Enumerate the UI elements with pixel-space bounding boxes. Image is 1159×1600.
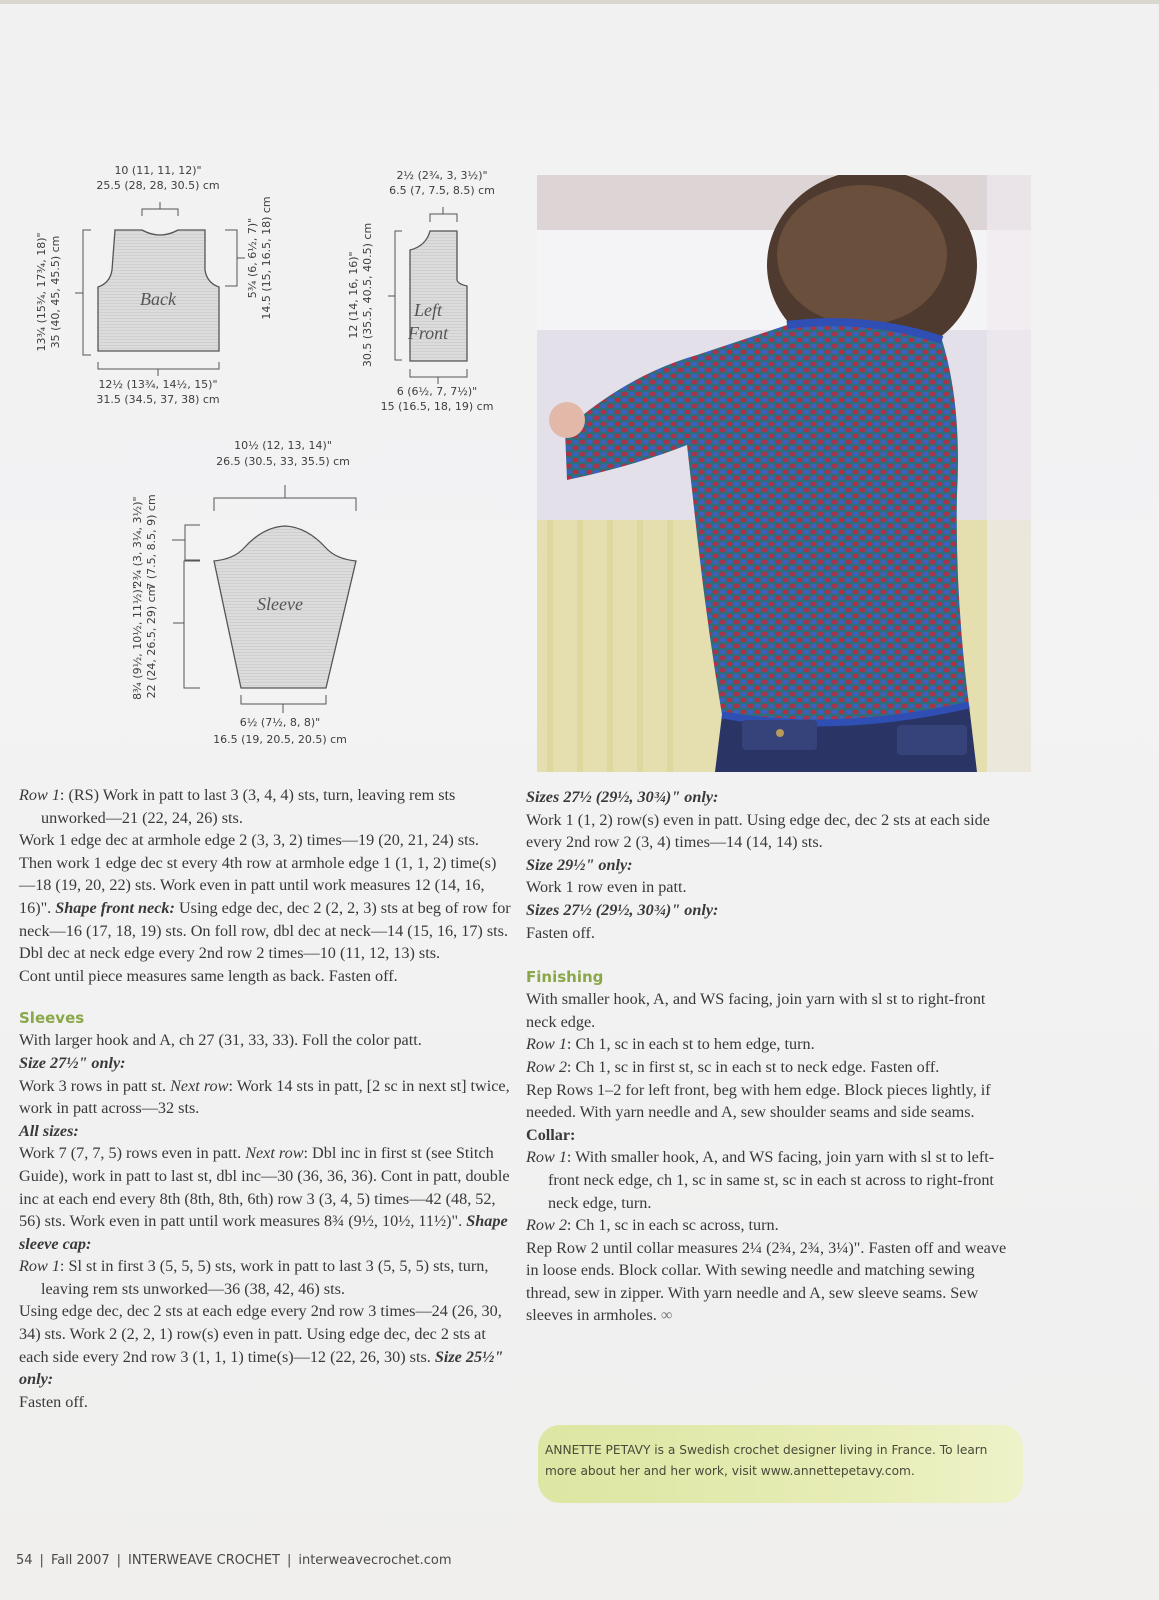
instruction-text: : Ch 1, sc in first st, sc in each st to neck edge. Fasten off. xyxy=(566,1057,940,1076)
designer-bio-text: ANNETTE PETAVY is a Swedish crochet designer living in France. To learn more about her and her work, visit www.annettepetavy.com. xyxy=(545,1443,988,1478)
left-front-schematic xyxy=(340,150,520,420)
left-front-label-line2: Front xyxy=(407,323,449,343)
left-front-length-cm: 30.5 (35.5, 40.5, 40.5) cm xyxy=(361,222,374,368)
instruction-text: Work 1 edge dec at armhole edge 2 (3, 3, 2) times—19 (20, 21, 24) sts. Then work 1 edge dec st every 4th row at armhole edge 1 (1, 1, 2) time(s)—18 (19, 20, 22) sts. Work even in patt until work measures 12 (14, 16, 16)". xyxy=(19,831,497,917)
sleeve-cap-decrease-paragraph xyxy=(19,1300,511,1390)
collar-label: Collar: xyxy=(526,1125,576,1144)
right-text-column xyxy=(526,786,1018,1327)
sleeve-label: Sleeve xyxy=(257,594,303,614)
all-sizes-label: All sizes: xyxy=(19,1121,79,1140)
sizes-27-29-30-label: Sizes 27½ (29½, 30¾)" only: xyxy=(526,788,719,806)
footer-separator: | xyxy=(116,1553,122,1568)
collar-row1-paragraph xyxy=(526,1146,1018,1214)
photo-illustration xyxy=(537,175,1031,772)
issue-name: Fall 2007 xyxy=(50,1553,110,1568)
sleeve-cap-in: 2¾ (3, 3¼, 3½)" xyxy=(131,496,144,588)
sizes-27-29-30-paragraph: Work 1 (1, 2) row(s) even in patt. Using edge dec, dec 2 sts at each side every 2nd row 2 (3, 4) times—14 (14, 14) sts. xyxy=(526,810,990,852)
sleeves-heading: Sleeves xyxy=(19,1009,85,1028)
size-27-only-label: Size 27½" only: xyxy=(19,1053,126,1072)
sleeve-length-cm: 22 (24, 26.5, 29) cm xyxy=(145,585,158,699)
row-label: Row 1 xyxy=(526,1035,567,1054)
back-length-cm: 35 (40, 45, 45.5) cm xyxy=(49,235,62,349)
sleeve-bottom-cm: 16.5 (19, 20.5, 20.5) cm xyxy=(213,733,347,746)
sleeve-cap-cm: 7 (7.5, 8.5, 9) cm xyxy=(145,494,158,590)
finishing-row1-paragraph xyxy=(526,1033,1018,1056)
size-29-only-label: Size 29½" only: xyxy=(526,855,633,874)
shape-sleeve-cap-label: Shape sleeve cap: xyxy=(19,1212,508,1253)
next-row-label: Next row xyxy=(170,1076,229,1095)
footer-separator: | xyxy=(286,1553,292,1568)
collar-finish-paragraph xyxy=(526,1237,1018,1327)
sleeve-top-in: 10½ (12, 13, 14)" xyxy=(234,439,332,452)
back-bottom-cm: 31.5 (34.5, 37, 38) cm xyxy=(96,393,220,406)
left-front-bottom-cm: 15 (16.5, 18, 19) cm xyxy=(380,400,494,413)
instruction-text: : Ch 1, sc in each sc across, turn. xyxy=(566,1216,779,1235)
page-footer xyxy=(16,1553,451,1568)
instruction-text: Work 3 rows in patt st. xyxy=(19,1076,171,1095)
sleeve-cap-row1-paragraph xyxy=(19,1255,511,1300)
finishing-seams-paragraph xyxy=(526,1079,1018,1147)
sleeve-bottom-in: 6½ (7½, 8, 8)" xyxy=(239,716,321,729)
row-label: Row 2 xyxy=(526,1216,567,1235)
finishing-start-paragraph: With smaller hook, A, and WS facing, join yarn with sl st to right-front neck edge. xyxy=(526,990,986,1031)
left-front-top-in: 2½ (2¾, 3, 3½)" xyxy=(396,169,488,182)
page-number: 54 xyxy=(16,1553,33,1568)
row-label: Row 1 xyxy=(19,786,60,804)
collar-row2-paragraph xyxy=(526,1214,1018,1237)
instruction-text: : (RS) Work in patt to last 3 (3, 4, 4) sts, turn, leaving rem sts unworked—21 (22, 24, 26) sts. xyxy=(41,786,456,827)
back-schematic xyxy=(20,150,300,420)
size-25-only-label: Size 25½" only: xyxy=(19,1347,504,1389)
left-front-length-in: 12 (14, 16, 16)" xyxy=(347,251,360,339)
left-front-bottom-in: 6 (6½, 7, 7½)" xyxy=(396,385,478,398)
magazine-name: INTERWEAVE CROCHET xyxy=(128,1553,280,1568)
sizes-27-29-30-label-2: Sizes 27½ (29½, 30¾)" only: xyxy=(526,900,719,919)
instruction-text: : With smaller hook, A, and WS facing, join yarn with sl st to left-front neck edge, ch 1, sc in same st, sc in each st across to right-front neck edge, turn. xyxy=(548,1148,995,1212)
magazine-url[interactable]: interweavecrochet.com xyxy=(298,1553,452,1568)
left-front-top-cm: 6.5 (7, 7.5, 8.5) cm xyxy=(389,184,495,197)
all-sizes-paragraph xyxy=(19,1142,511,1255)
designer-bio-box xyxy=(538,1425,1023,1503)
instruction-text: Using edge dec, dec 2 sts at each edge every 2nd row 3 times—24 (26, 30, 34) sts. Work 2 (2, 2, 1) row(s) even in patt. Using edge dec, dec 2 sts at each side every 2nd row 3 (1, 1, 1) time(s)—12 (22, 26, 30) sts. xyxy=(19,1302,502,1366)
back-top-width-in: 10 (11, 11, 12)" xyxy=(114,164,202,177)
back-label: Back xyxy=(140,289,176,309)
sleeve-schematic xyxy=(120,430,370,750)
instruction-text: Rep Row 2 until collar measures 2¼ (2¾, 2¾, 3¼)". Fasten off and weave in loose ends. Block collar. With sewing needle and matching sewing thread, sew in zipper. With yarn needle and A, sew sleeve seams. Sew sleeves in armholes. xyxy=(526,1238,1007,1325)
row-label: Row 1 xyxy=(19,1257,60,1276)
left-front-finish-paragraph: Cont until piece measures same length as back. Fasten off. xyxy=(19,966,398,985)
sleeve-fasten-off: Fasten off. xyxy=(19,1392,88,1411)
row-label: Row 2 xyxy=(526,1057,567,1076)
instruction-text: Work 7 (7, 7, 5) rows even in patt. xyxy=(19,1144,246,1163)
instruction-text: Using edge dec, dec 2 (2, 2, 3) sts at beg of row for neck—16 (17, 18, 19) sts. On foll row, dbl dec at neck—14 (15, 16, 17) sts. Dbl dec at neck edge every 2nd row 2 times—10 (11, 12, 13) sts. xyxy=(19,898,511,963)
child-sweater-photo xyxy=(537,175,1031,772)
size-29-paragraph: Work 1 row even in patt. xyxy=(526,878,687,897)
back-top-width-cm: 25.5 (28, 28, 30.5) cm xyxy=(96,179,220,192)
finishing-heading: Finishing xyxy=(526,968,604,987)
instruction-text: : Sl st in first 3 (5, 5, 5) sts, work in patt to last 3 (5, 5, 5) sts, turn, leaving rem sts unworked—36 (38, 42, 46) sts. xyxy=(41,1257,489,1298)
instruction-text: : Ch 1, sc in each st to hem edge, turn. xyxy=(566,1035,815,1054)
left-front-decrease-paragraph xyxy=(19,829,511,965)
finishing-row2-paragraph xyxy=(526,1056,1018,1079)
instruction-text: : Dbl inc in first st (see Stitch Guide), work in patt to last st, dbl inc—30 (36, 36, 36). Cont in patt, double inc at each end every 8th (8th, 8th, 6th) row 3 (3, 4, 5) times—42 (48, 52, 56) sts. Work even in patt until work measures 8¾ (9½, 10½, 11½)". xyxy=(19,1144,510,1231)
instruction-text: : Work 14 sts in patt, [2 sc in next st] twice, work in patt across—32 sts. xyxy=(19,1076,510,1118)
left-front-label-line1: Left xyxy=(413,300,443,320)
left-text-column xyxy=(19,784,511,1413)
footer-separator: | xyxy=(39,1553,44,1568)
left-front-row1-paragraph xyxy=(19,784,511,829)
shape-front-neck-label: Shape front neck: xyxy=(55,898,175,917)
sleeve-length-in: 8¾ (9½, 10½, 11½)" xyxy=(131,584,144,700)
row-label: Row 1 xyxy=(526,1148,567,1167)
back-armhole-cm: 14.5 (15, 16.5, 18) cm xyxy=(260,196,273,320)
back-length-in: 13¾ (15¾, 17¾, 18)" xyxy=(35,232,48,352)
end-mark-icon: ∞ xyxy=(660,1306,673,1325)
sleeves-start-paragraph: With larger hook and A, ch 27 (31, 33, 33). Foll the color patt. xyxy=(19,1031,422,1050)
back-armhole-in: 5¾ (6, 6½, 7)" xyxy=(246,217,259,299)
next-row-label: Next row xyxy=(245,1144,304,1163)
fasten-off-paragraph: Fasten off. xyxy=(526,923,595,942)
page-top-edge xyxy=(0,0,1159,4)
sleeve-top-cm: 26.5 (30.5, 33, 35.5) cm xyxy=(216,455,350,468)
size-27-paragraph xyxy=(19,1075,511,1120)
back-bottom-in: 12½ (13¾, 14½, 15)" xyxy=(98,378,218,391)
instruction-text: Rep Rows 1–2 for left front, beg with hem edge. Block pieces lightly, if needed. With yarn needle and A, sew shoulder seams and side seams. xyxy=(526,1080,991,1122)
